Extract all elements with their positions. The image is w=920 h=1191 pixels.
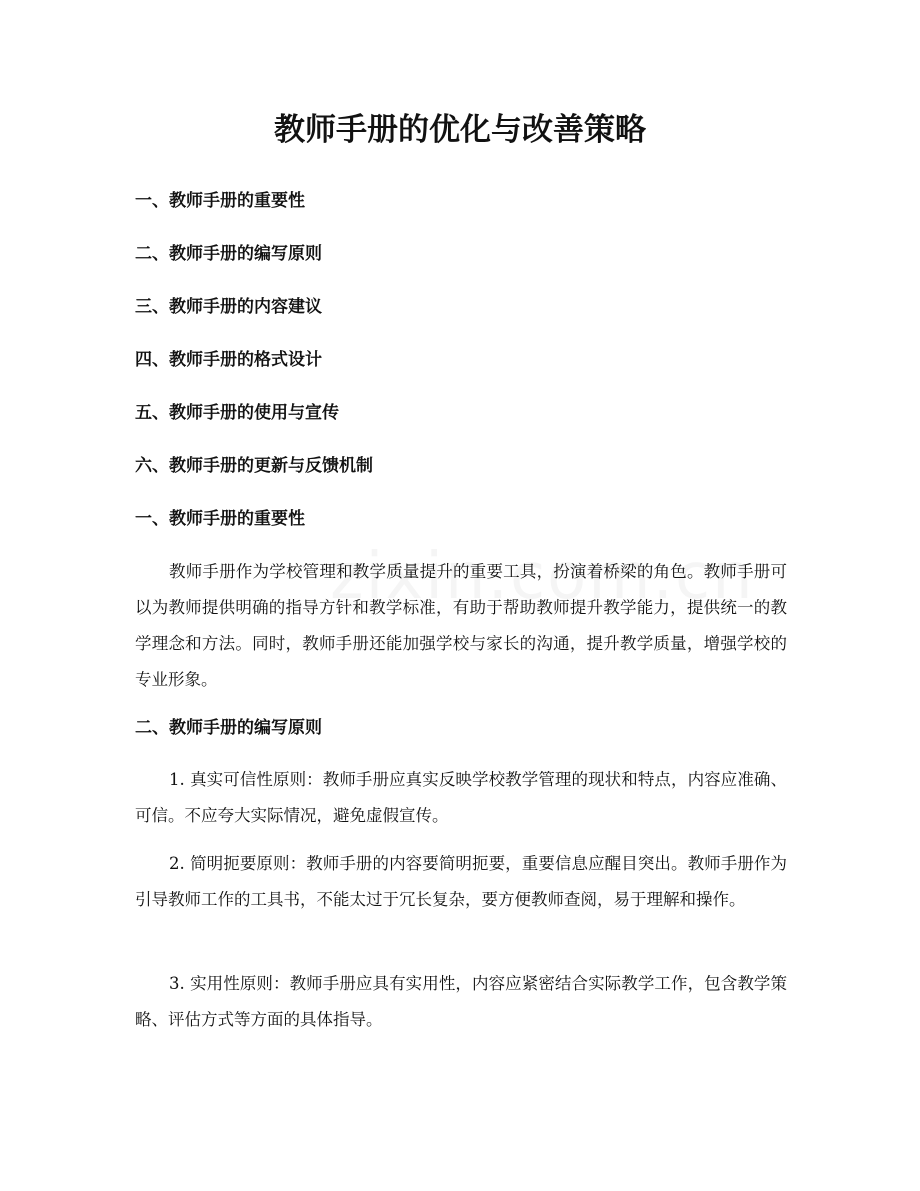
section-heading-2: 二、教师手册的编写原则 [135,718,322,738]
toc-item-2: 二、教师手册的编写原则 [135,244,322,264]
section-heading-1: 一、教师手册的重要性 [135,509,305,529]
toc-item-3: 三、教师手册的内容建议 [135,297,322,317]
page-title: 教师手册的优化与改善策略 [274,112,646,148]
section-2-paragraph-1: 1. 真实可信性原则：教师手册应真实反映学校教学管理的现状和特点，内容应准确、可信。不应夸大实际情况，避免虚假宣传。 [135,770,787,825]
toc-item-5: 五、教师手册的使用与宣传 [135,403,339,423]
toc-item-6: 六、教师手册的更新与反馈机制 [135,456,373,476]
section-1-paragraph-1: 教师手册作为学校管理和教学质量提升的重要工具，扮演着桥梁的角色。教师手册可以为教师提供明确的指导方针和教学标准，有助于帮助教师提升教学能力，提供统一的教学理念和方法。同时，教师手册还能加强学校与家长的沟通，提升教学质量，增强学校的专业形象。 [135,562,787,689]
toc-item-4: 四、教师手册的格式设计 [135,350,322,370]
section-2-paragraph-2: 2. 简明扼要原则：教师手册的内容要简明扼要，重要信息应醒目突出。教师手册作为引导教师工作的工具书，不能太过于冗长复杂，要方便教师查阅，易于理解和操作。 [135,854,787,909]
section-2-paragraph-3: 3. 实用性原则：教师手册应具有实用性，内容应紧密结合实际教学工作，包含教学策略、评估方式等方面的具体指导。 [135,974,787,1029]
toc-item-1: 一、教师手册的重要性 [135,191,305,211]
